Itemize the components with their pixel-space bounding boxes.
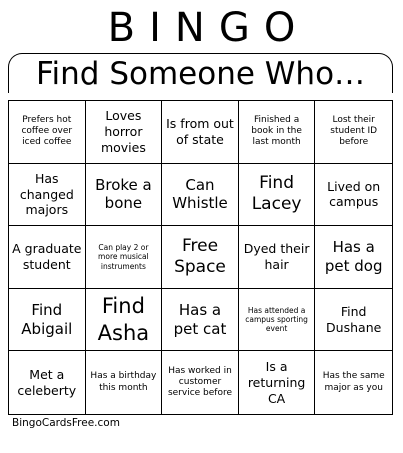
bingo-cell-16: Find Abigail: [9, 289, 86, 352]
bingo-cell-19: Has attended a campus sporting event: [239, 289, 316, 352]
bingo-cell-18: Has a pet cat: [162, 289, 239, 352]
bingo-cell-10: Lived on campus: [315, 164, 392, 227]
bingo-cell-2: Loves horror movies: [86, 101, 163, 164]
bingo-cell-1: Prefers hot coffee over iced coffee: [9, 101, 86, 164]
bingo-cell-14: Dyed their hair: [239, 226, 316, 289]
bingo-cell-11: A graduate student: [9, 226, 86, 289]
card-subtitle: Find Someone Who…: [8, 53, 393, 93]
bingo-cell-12: Can play 2 or more musical instruments: [86, 226, 163, 289]
bingo-cell-8: Can Whistle: [162, 164, 239, 227]
bingo-cell-22: Has a birthday this month: [86, 351, 163, 414]
bingo-cell-25: Has the same major as you: [322, 371, 385, 393]
bingo-cell-17: Find Asha: [86, 289, 163, 352]
bingo-cell-15: Has a pet dog: [315, 226, 392, 289]
bingo-cell-4: Finished a book in the last month: [239, 101, 316, 164]
bingo-cell-20: Find Dushane: [315, 289, 392, 352]
bingo-title: BINGO: [107, 5, 310, 51]
site-credit: BingoCardsFree.com: [12, 417, 120, 429]
bingo-cell-21: Met a celeberty: [9, 351, 86, 414]
bingo-grid: [8, 100, 393, 415]
bingo-cell-7: Broke a bone: [86, 164, 163, 227]
free-space-cell: Free Space: [162, 226, 239, 289]
bingo-cell-6: Has changed majors: [9, 164, 86, 227]
bingo-cell-9: Find Lacey: [239, 164, 316, 227]
bingo-cell-5: Lost their student ID before: [315, 101, 392, 164]
bingo-cell-24: Is a returning CA: [239, 351, 316, 414]
bingo-cell-3: Is from out of state: [162, 101, 239, 164]
bingo-cell-23: Has worked in customer service before: [162, 351, 239, 414]
